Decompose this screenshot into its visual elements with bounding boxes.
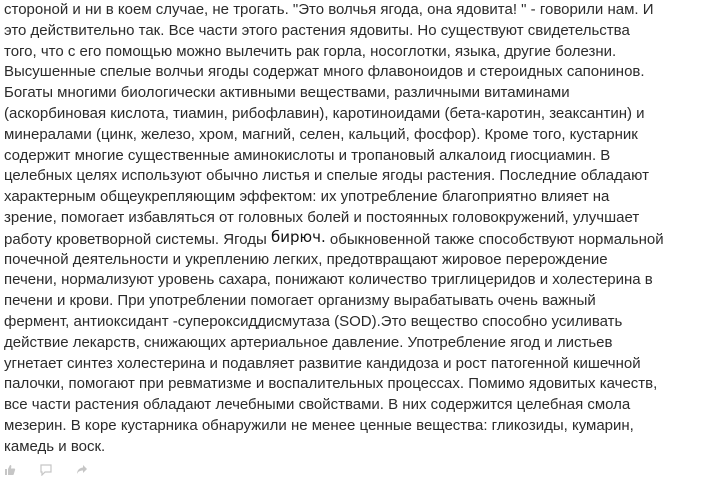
text-line: печени, нормализуют уровень сахара, понижают количество триглицеридов и холестерина в: [4, 271, 653, 289]
text-line: печени и крови. При употреблении помогает организму вырабатывать очень важный: [4, 292, 596, 310]
text-line: содержит многие существенные аминокислоты и тропановый алкалоид гиосциамин. В: [4, 146, 611, 164]
text-line: того, что с его помощью можно вылечить рак горла, носоглотки, языка, другие болезни.: [4, 42, 617, 60]
text-line: Богаты многими биологически активными веществами, различными витаминами: [4, 84, 570, 102]
text-line: это действительно так. Все части этого растения ядовиты. Но существуют свидетельства: [4, 21, 630, 39]
post-actions: [4, 462, 88, 478]
share-action[interactable]: [76, 462, 88, 478]
comment-icon: [40, 464, 52, 476]
thumb-up-icon: [4, 464, 16, 476]
text-segment: работу кроветворной системы. Ягоды: [4, 230, 271, 248]
text-line: зрение, помогает избавляться от головных болей и постоянных головокружений, улучшает: [4, 208, 640, 226]
text-line: стороной и ни в коем случае, не трогать. "Это волчья ягода, она ядовита! " - говорили нам. И: [4, 1, 654, 18]
text-line: почечной деятельности и укреплению легких, предотвращают жировое перерождение: [4, 250, 608, 268]
text-line: целебных целях используют обычно листья и спелые ягоды растения. Последние обладают: [4, 167, 649, 185]
text-line: минералами (цинк, железо, хром, магний, селен, кальций, фосфор). Кроме того, кустарник: [4, 125, 638, 143]
text-line: (аскорбиновая кислота, тиамин, рибофлавин), каротиноидами (бета-каротин, зеаксантин) и: [4, 104, 645, 122]
text-line: камедь и воск.: [4, 437, 106, 455]
text-line: палочки, помогают при ревматизме и воспалительных процессах. Помимо ядовитых качеств,: [4, 375, 658, 393]
text-segment: обыкновенной также способствуют нормальной: [325, 230, 664, 248]
text-line: угнетает синтез холестерина и подавляет развитие кандидоза и рост патогенной кишечной: [4, 354, 641, 372]
highlighted-word: бирюч.: [270, 227, 326, 246]
text-line: мезерин. В коре кустарника обнаружили не менее ценные вещества: гликозиды, кумарин,: [4, 416, 634, 434]
text-line: все части растения обладают лечебными свойствами. В них содержится целебная смола: [4, 396, 631, 414]
text-line: Высушенные спелые волчьи ягоды содержат много флавоноидов и стероидных сапонинов.: [4, 63, 645, 81]
text-line: действие лекарств, снижающих артериальное давление. Употребление ягод и листьев: [4, 333, 613, 351]
text-line: характерным общеукрепляющим эффектом: их употребление благоприятно влияет на: [4, 188, 610, 206]
share-icon: [76, 464, 88, 476]
text-line: фермент, антиоксидант -супероксиддисмутаза (SOD).Это вещество способно усиливать: [4, 312, 623, 330]
like-action[interactable]: [4, 462, 16, 478]
text-line-with-highlight: [4, 229, 706, 250]
comment-action[interactable]: [40, 462, 52, 478]
